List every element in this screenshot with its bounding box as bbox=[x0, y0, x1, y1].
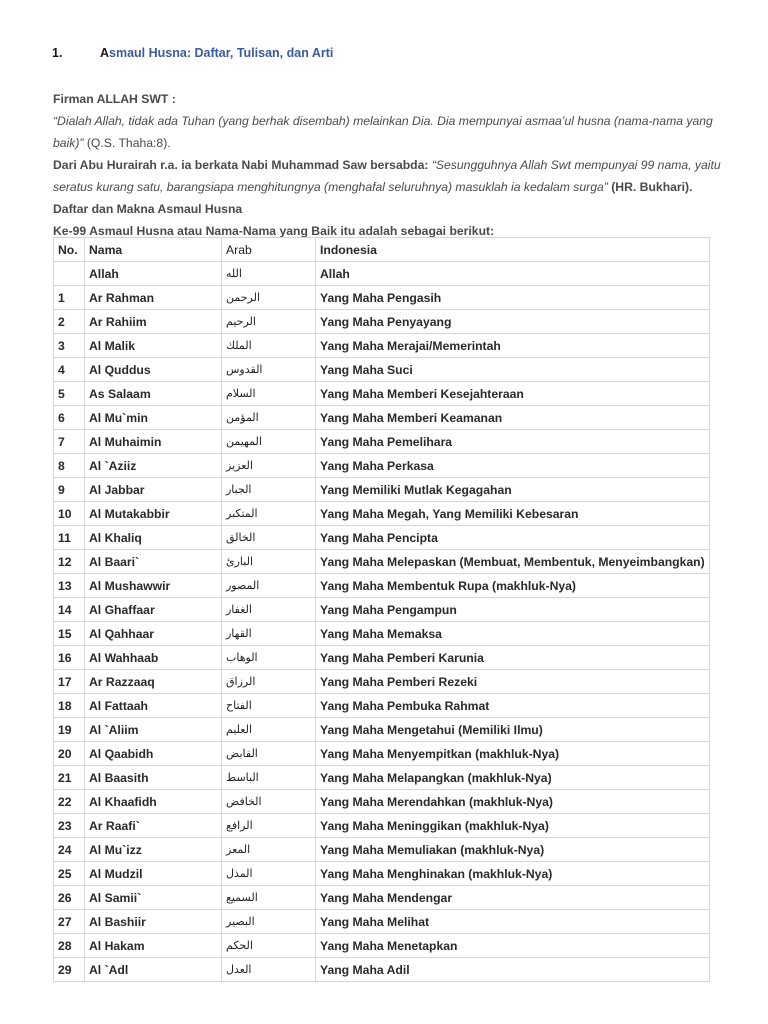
cell-arab: الرحيم bbox=[222, 310, 316, 334]
cell-arab: الله bbox=[222, 262, 316, 286]
table-row bbox=[54, 598, 710, 622]
hadith-paragraph bbox=[53, 154, 733, 198]
table-row bbox=[54, 694, 710, 718]
cell-indonesia: Yang Maha Menghinakan (makhluk-Nya) bbox=[316, 862, 710, 886]
document-heading bbox=[52, 46, 333, 60]
cell-arab: القهار bbox=[222, 622, 316, 646]
cell-nama: Al Mu`izz bbox=[85, 838, 222, 862]
cell-indonesia: Yang Maha Menetapkan bbox=[316, 934, 710, 958]
table-row bbox=[54, 718, 710, 742]
header-no: No. bbox=[54, 238, 85, 262]
cell-arab: العليم bbox=[222, 718, 316, 742]
cell-no: 2 bbox=[54, 310, 85, 334]
cell-nama: Ar Raafi` bbox=[85, 814, 222, 838]
table-row bbox=[54, 766, 710, 790]
hadith-lead: Dari Abu Hurairah r.a. ia berkata Nabi Muhammad Saw bersabda: bbox=[53, 158, 432, 172]
cell-nama: Al `Adl bbox=[85, 958, 222, 982]
cell-no: 14 bbox=[54, 598, 85, 622]
cell-no: 22 bbox=[54, 790, 85, 814]
hadith-reference: (HR. Bukhari). bbox=[607, 180, 693, 194]
cell-indonesia: Yang Maha Suci bbox=[316, 358, 710, 382]
cell-indonesia: Yang Maha Memberi Keamanan bbox=[316, 406, 710, 430]
cell-no: 20 bbox=[54, 742, 85, 766]
cell-arab: العزيز bbox=[222, 454, 316, 478]
table-row bbox=[54, 910, 710, 934]
cell-arab: السميع bbox=[222, 886, 316, 910]
cell-indonesia: Yang Maha Memaksa bbox=[316, 622, 710, 646]
cell-no bbox=[54, 262, 85, 286]
table-row bbox=[54, 814, 710, 838]
cell-nama: Al Quddus bbox=[85, 358, 222, 382]
table-row bbox=[54, 790, 710, 814]
cell-no: 7 bbox=[54, 430, 85, 454]
cell-no: 1 bbox=[54, 286, 85, 310]
cell-indonesia: Yang Maha Memberi Kesejahteraan bbox=[316, 382, 710, 406]
cell-indonesia: Yang Maha Melapangkan (makhluk-Nya) bbox=[316, 766, 710, 790]
table-row bbox=[54, 310, 710, 334]
table-row bbox=[54, 430, 710, 454]
cell-arab: المتكبر bbox=[222, 502, 316, 526]
cell-nama: Al Qahhaar bbox=[85, 622, 222, 646]
cell-nama: Al Mutakabbir bbox=[85, 502, 222, 526]
cell-indonesia: Yang Maha Perkasa bbox=[316, 454, 710, 478]
cell-arab: الجبار bbox=[222, 478, 316, 502]
cell-no: 11 bbox=[54, 526, 85, 550]
cell-arab: السلام bbox=[222, 382, 316, 406]
cell-no: 29 bbox=[54, 958, 85, 982]
cell-no: 27 bbox=[54, 910, 85, 934]
cell-indonesia: Yang Maha Mengetahui (Memiliki Ilmu) bbox=[316, 718, 710, 742]
cell-arab: الرحمن bbox=[222, 286, 316, 310]
cell-nama: Al Bashiir bbox=[85, 910, 222, 934]
cell-no: 9 bbox=[54, 478, 85, 502]
cell-nama: Al Hakam bbox=[85, 934, 222, 958]
table-row bbox=[54, 646, 710, 670]
cell-nama: As Salaam bbox=[85, 382, 222, 406]
cell-arab: البارئ bbox=[222, 550, 316, 574]
cell-no: 18 bbox=[54, 694, 85, 718]
cell-no: 3 bbox=[54, 334, 85, 358]
cell-nama: Al Jabbar bbox=[85, 478, 222, 502]
table-row bbox=[54, 526, 710, 550]
cell-nama: Ar Razzaaq bbox=[85, 670, 222, 694]
cell-indonesia: Yang Maha Pengampun bbox=[316, 598, 710, 622]
cell-nama: Al `Aziiz bbox=[85, 454, 222, 478]
cell-indonesia: Yang Maha Mendengar bbox=[316, 886, 710, 910]
cell-no: 24 bbox=[54, 838, 85, 862]
hadith-quote: “Sesungguhnya Allah Swt mempunyai 99 nama, yaitu seratus kurang satu, barangsiapa menghitungnya (menghafal seluruhnya) masuklah ia kedalam surga” bbox=[53, 158, 721, 194]
cell-arab: الحكم bbox=[222, 934, 316, 958]
cell-indonesia: Yang Maha Pengasih bbox=[316, 286, 710, 310]
cell-no: 4 bbox=[54, 358, 85, 382]
cell-nama: Al Muhaimin bbox=[85, 430, 222, 454]
quran-quote: “Dialah Allah, tidak ada Tuhan (yang berhak disembah) melainkan Dia. Dia mempunyai asmaa’ul husna (nama-nama yang baik)” bbox=[53, 114, 713, 150]
cell-nama: Al Mudzil bbox=[85, 862, 222, 886]
table-row bbox=[54, 454, 710, 478]
cell-arab: القدوس bbox=[222, 358, 316, 382]
cell-arab: الوهاب bbox=[222, 646, 316, 670]
table-row bbox=[54, 502, 710, 526]
cell-indonesia: Yang Maha Merajai/Memerintah bbox=[316, 334, 710, 358]
table-row bbox=[54, 478, 710, 502]
table-row bbox=[54, 958, 710, 982]
cell-indonesia: Yang Maha Memuliakan (makhluk-Nya) bbox=[316, 838, 710, 862]
cell-indonesia: Yang Maha Pembuka Rahmat bbox=[316, 694, 710, 718]
cell-arab: القابض bbox=[222, 742, 316, 766]
cell-nama: Al Khaliq bbox=[85, 526, 222, 550]
heading-title: smaul Husna: Daftar, Tulisan, dan Arti bbox=[109, 46, 334, 60]
quran-quote-paragraph bbox=[53, 110, 733, 154]
header-nama: Nama bbox=[85, 238, 222, 262]
quran-quote-reference: (Q.S. Thaha:8). bbox=[83, 136, 171, 150]
cell-no: 6 bbox=[54, 406, 85, 430]
cell-no: 16 bbox=[54, 646, 85, 670]
table-header-row bbox=[54, 238, 710, 262]
table-body bbox=[54, 262, 710, 982]
cell-nama: Allah bbox=[85, 262, 222, 286]
cell-no: 12 bbox=[54, 550, 85, 574]
cell-indonesia: Yang Maha Menyempitkan (makhluk-Nya) bbox=[316, 742, 710, 766]
cell-arab: الخافض bbox=[222, 790, 316, 814]
cell-no: 13 bbox=[54, 574, 85, 598]
table-row bbox=[54, 262, 710, 286]
table-row bbox=[54, 382, 710, 406]
cell-indonesia: Allah bbox=[316, 262, 710, 286]
table-row bbox=[54, 838, 710, 862]
cell-no: 15 bbox=[54, 622, 85, 646]
table-row bbox=[54, 574, 710, 598]
heading-number: 1. bbox=[52, 46, 63, 60]
cell-nama: Al Ghaffaar bbox=[85, 598, 222, 622]
header-indonesia: Indonesia bbox=[316, 238, 710, 262]
cell-nama: Al Baasith bbox=[85, 766, 222, 790]
section-subtitle: Ke-99 Asmaul Husna atau Nama-Nama yang Baik itu adalah sebagai berikut: bbox=[53, 224, 495, 238]
cell-indonesia: Yang Maha Meninggikan (makhluk-Nya) bbox=[316, 814, 710, 838]
cell-indonesia: Yang Maha Melepaskan (Membuat, Membentuk, Menyeimbangkan) bbox=[316, 550, 710, 574]
cell-nama: Al Mu`min bbox=[85, 406, 222, 430]
cell-arab: العدل bbox=[222, 958, 316, 982]
cell-no: 19 bbox=[54, 718, 85, 742]
cell-nama: Al Fattaah bbox=[85, 694, 222, 718]
cell-arab: المذل bbox=[222, 862, 316, 886]
cell-arab: المعز bbox=[222, 838, 316, 862]
heading-first-letter: A bbox=[100, 46, 110, 60]
cell-no: 5 bbox=[54, 382, 85, 406]
cell-arab: الرزاق bbox=[222, 670, 316, 694]
cell-arab: الملك bbox=[222, 334, 316, 358]
cell-nama: Ar Rahiim bbox=[85, 310, 222, 334]
cell-arab: المصور bbox=[222, 574, 316, 598]
table-row bbox=[54, 670, 710, 694]
cell-indonesia: Yang Maha Penyayang bbox=[316, 310, 710, 334]
table-row bbox=[54, 622, 710, 646]
table-row bbox=[54, 550, 710, 574]
cell-indonesia: Yang Maha Pencipta bbox=[316, 526, 710, 550]
cell-no: 23 bbox=[54, 814, 85, 838]
cell-arab: المهيمن bbox=[222, 430, 316, 454]
table-row bbox=[54, 286, 710, 310]
cell-arab: الخالق bbox=[222, 526, 316, 550]
cell-nama: Ar Rahman bbox=[85, 286, 222, 310]
cell-indonesia: Yang Maha Pemberi Rezeki bbox=[316, 670, 710, 694]
table-row bbox=[54, 358, 710, 382]
cell-nama: Al Wahhaab bbox=[85, 646, 222, 670]
table-row bbox=[54, 334, 710, 358]
firman-label: Firman ALLAH SWT : bbox=[53, 92, 176, 106]
cell-no: 10 bbox=[54, 502, 85, 526]
asmaul-husna-table bbox=[53, 237, 710, 982]
cell-indonesia: Yang Memiliki Mutlak Kegagahan bbox=[316, 478, 710, 502]
cell-indonesia: Yang Maha Membentuk Rupa (makhluk-Nya) bbox=[316, 574, 710, 598]
cell-arab: الفتاح bbox=[222, 694, 316, 718]
cell-arab: الغفار bbox=[222, 598, 316, 622]
cell-indonesia: Yang Maha Pemelihara bbox=[316, 430, 710, 454]
cell-nama: Al Mushawwir bbox=[85, 574, 222, 598]
cell-indonesia: Yang Maha Adil bbox=[316, 958, 710, 982]
cell-indonesia: Yang Maha Pemberi Karunia bbox=[316, 646, 710, 670]
cell-indonesia: Yang Maha Merendahkan (makhluk-Nya) bbox=[316, 790, 710, 814]
cell-no: 25 bbox=[54, 862, 85, 886]
cell-nama: Al `Aliim bbox=[85, 718, 222, 742]
table-row bbox=[54, 862, 710, 886]
cell-no: 28 bbox=[54, 934, 85, 958]
cell-nama: Al Malik bbox=[85, 334, 222, 358]
cell-arab: البصير bbox=[222, 910, 316, 934]
cell-no: 8 bbox=[54, 454, 85, 478]
table-row bbox=[54, 934, 710, 958]
cell-nama: Al Samii` bbox=[85, 886, 222, 910]
cell-nama: Al Khaafidh bbox=[85, 790, 222, 814]
table-row bbox=[54, 886, 710, 910]
cell-no: 17 bbox=[54, 670, 85, 694]
header-arab: Arab bbox=[222, 238, 316, 262]
cell-no: 26 bbox=[54, 886, 85, 910]
cell-arab: المؤمن bbox=[222, 406, 316, 430]
cell-nama: Al Qaabidh bbox=[85, 742, 222, 766]
cell-arab: الباسط bbox=[222, 766, 316, 790]
cell-no: 21 bbox=[54, 766, 85, 790]
intro-block bbox=[53, 88, 733, 242]
cell-indonesia: Yang Maha Melihat bbox=[316, 910, 710, 934]
section-title: Daftar dan Makna Asmaul Husna bbox=[53, 202, 243, 216]
cell-nama: Al Baari` bbox=[85, 550, 222, 574]
table-row bbox=[54, 742, 710, 766]
table-row bbox=[54, 406, 710, 430]
cell-indonesia: Yang Maha Megah, Yang Memiliki Kebesaran bbox=[316, 502, 710, 526]
cell-arab: الرافع bbox=[222, 814, 316, 838]
